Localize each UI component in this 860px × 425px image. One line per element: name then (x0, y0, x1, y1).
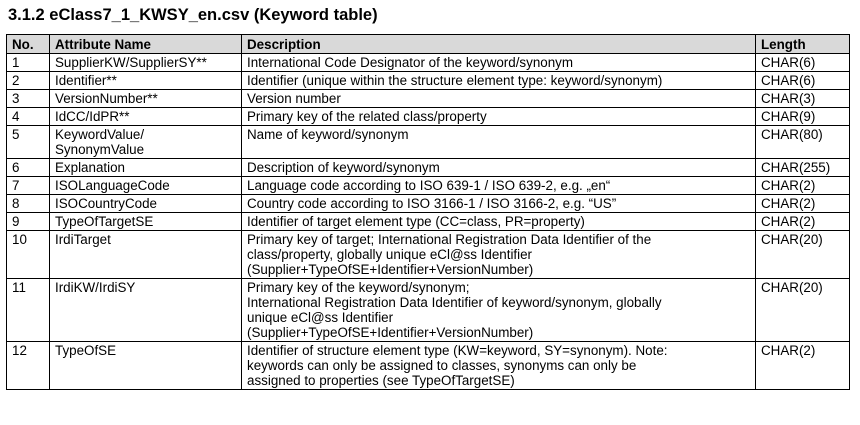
cell-length: CHAR(2) (756, 195, 850, 213)
cell-length: CHAR(80) (756, 126, 850, 159)
table-row (7, 195, 850, 213)
cell-length: CHAR(2) (756, 177, 850, 195)
cell-length: CHAR(255) (756, 159, 850, 177)
table-row (7, 177, 850, 195)
cell-attribute: TypeOfTargetSE (50, 213, 242, 231)
cell-no: 7 (7, 177, 50, 195)
header-description: Description (242, 35, 756, 54)
cell-length: CHAR(6) (756, 72, 850, 90)
cell-no: 10 (7, 231, 50, 279)
cell-description: International Code Designator of the keyword/synonym (242, 54, 756, 72)
cell-attribute: IrdiKW/IrdiSY (50, 279, 242, 342)
table-row (7, 279, 850, 342)
cell-description: Country code according to ISO 3166-1 / ISO 3166-2, e.g. “US” (242, 195, 756, 213)
cell-no: 12 (7, 342, 50, 390)
cell-no: 9 (7, 213, 50, 231)
cell-length: CHAR(3) (756, 90, 850, 108)
cell-no: 2 (7, 72, 50, 90)
cell-description: Name of keyword/synonym (242, 126, 756, 159)
cell-length: CHAR(20) (756, 231, 850, 279)
table-row (7, 126, 850, 159)
cell-length: CHAR(6) (756, 54, 850, 72)
cell-attribute: TypeOfSE (50, 342, 242, 390)
cell-no: 11 (7, 279, 50, 342)
cell-length: CHAR(9) (756, 108, 850, 126)
cell-description: Language code according to ISO 639-1 / ISO 639-2, e.g. „en“ (242, 177, 756, 195)
cell-attribute: IdCC/IdPR** (50, 108, 242, 126)
cell-attribute: SupplierKW/SupplierSY** (50, 54, 242, 72)
cell-length: CHAR(2) (756, 213, 850, 231)
cell-length: CHAR(20) (756, 279, 850, 342)
header-no: No. (7, 35, 50, 54)
table-row (7, 90, 850, 108)
cell-description: Primary key of the related class/property (242, 108, 756, 126)
cell-description: Description of keyword/synonym (242, 159, 756, 177)
header-length: Length (756, 35, 850, 54)
cell-description: Primary key of target; International Registration Data Identifier of the class/property, globally unique eCl@ss Identifier (Supplier+TypeOfSE+Identifier+VersionNumber) (242, 231, 756, 279)
header-attribute-name: Attribute Name (50, 35, 242, 54)
cell-no: 3 (7, 90, 50, 108)
table-row (7, 72, 850, 90)
table-row (7, 231, 850, 279)
cell-attribute: ISOCountryCode (50, 195, 242, 213)
table-row (7, 54, 850, 72)
cell-no: 6 (7, 159, 50, 177)
table-row (7, 159, 850, 177)
cell-attribute: KeywordValue/ SynonymValue (50, 126, 242, 159)
cell-no: 1 (7, 54, 50, 72)
cell-description: Identifier of target element type (CC=class, PR=property) (242, 213, 756, 231)
cell-attribute: Identifier** (50, 72, 242, 90)
cell-description: Identifier of structure element type (KW=keyword, SY=synonym). Note: keywords can only be assigned to classes, synonyms can only be assigned to properties (see TypeOfTargetSE) (242, 342, 756, 390)
cell-length: CHAR(2) (756, 342, 850, 390)
cell-no: 8 (7, 195, 50, 213)
cell-no: 5 (7, 126, 50, 159)
cell-no: 4 (7, 108, 50, 126)
cell-description: Identifier (unique within the structure element type: keyword/synonym) (242, 72, 756, 90)
table-row (7, 213, 850, 231)
table-row (7, 108, 850, 126)
cell-attribute: ISOLanguageCode (50, 177, 242, 195)
cell-attribute: VersionNumber** (50, 90, 242, 108)
cell-description: Primary key of the keyword/synonym; International Registration Data Identifier of keyword/synonym, globally unique eCl@ss Identifier (Supplier+TypeOfSE+Identifier+VersionNumber) (242, 279, 756, 342)
section-heading: 3.1.2 eClass7_1_KWSY_en.csv (Keyword table) (8, 6, 378, 24)
keyword-table (6, 34, 850, 390)
cell-description: Version number (242, 90, 756, 108)
table-header-row (7, 35, 850, 54)
table-row (7, 342, 850, 390)
cell-attribute: Explanation (50, 159, 242, 177)
cell-attribute: IrdiTarget (50, 231, 242, 279)
